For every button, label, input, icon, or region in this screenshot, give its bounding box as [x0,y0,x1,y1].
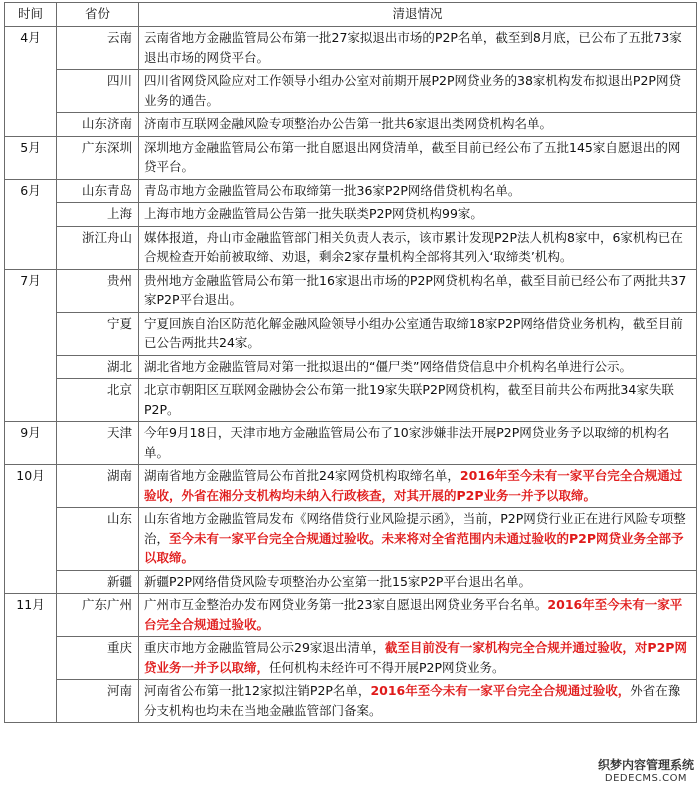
table-row [5,27,697,70]
province-cell: 上海 [57,203,139,227]
table-row [5,179,697,203]
table-row [5,203,697,227]
description-text: 媒体报道，舟山市金融监管部门相关负责人表示，该市累计发现P2P法人机构8家中，6家机构已在合规检查开始前被取缔、劝退，剩余2家存量机构全部将其列入‘取缔类’机构。 [144,229,683,264]
description-text: 任何机构未经许可不得开展P2P网贷业务。 [269,659,505,675]
province-cell: 贵州 [57,269,139,312]
watermark [596,759,696,785]
description-text: 济南市互联网金融风险专项整治办公告第一批共6家退出类网贷机构名单。 [144,116,552,131]
description-text: 河南省公布第一批12家拟注销P2P名单， [144,683,371,698]
description-cell [139,269,697,312]
highlight-text: 2016年至今未有一家平台完全合规通过验收，外省在湘分支机构均未纳入行政核查，对其开展的P2P业务一并予以取缔。 [144,468,683,503]
description-cell [139,465,697,508]
header-desc: 清退情况 [139,3,697,27]
description-cell [139,312,697,355]
month-cell: 10月 [5,465,57,594]
province-cell: 云南 [57,27,139,70]
table-row [5,312,697,355]
table-row [5,570,697,594]
description-cell [139,637,697,680]
description-cell [139,136,697,179]
table-row [5,269,697,312]
description-cell [139,355,697,379]
table-row [5,136,697,179]
description-cell [139,226,697,269]
province-cell: 宁夏 [57,312,139,355]
province-cell: 湖南 [57,465,139,508]
p2p-cleanup-table [4,2,697,723]
table-row [5,113,697,137]
description-cell [139,570,697,594]
province-cell: 天津 [57,422,139,465]
table-row [5,422,697,465]
description-cell [139,113,697,137]
province-cell: 山东 [57,508,139,571]
description-text: 北京市朝阳区互联网金融协会公布第一批19家失联P2P网贷机构，截至目前共公布两批34家失联P2P。 [144,382,674,417]
table-row [5,465,697,508]
month-cell: 6月 [5,179,57,269]
description-text: 贵州地方金融监管局公布第一批16家退出市场的P2P网贷机构名单，截至目前已经公布了两批共37家P2P平台退出。 [144,272,687,307]
description-text: 深圳地方金融监管局公布第一批自愿退出网贷清单，截至目前已经公布了五批145家自愿退出的网贷平台。 [144,139,681,174]
header-province: 省份 [57,3,139,27]
description-text: 广州市互金整治办发布网贷业务第一批23家自愿退出网贷业务平台名单。 [144,597,548,612]
province-cell: 河南 [57,680,139,723]
description-cell [139,203,697,227]
province-cell: 广东深圳 [57,136,139,179]
description-text: 重庆市地方金融监管局公示29家退出清单， [144,640,385,655]
province-cell: 四川 [57,70,139,113]
table-header-row [5,3,697,27]
province-cell: 山东青岛 [57,179,139,203]
table-row [5,379,697,422]
description-cell [139,680,697,723]
province-cell: 北京 [57,379,139,422]
watermark-line2: DEDECMS.COM [604,773,688,784]
description-text: 青岛市地方金融监管局公布取缔第一批36家P2P网络借贷机构名单。 [144,182,521,198]
table-row [5,594,697,637]
highlight-text: 2016年至今未有一家平台完全合规通过验收， [370,683,631,698]
description-cell [139,594,697,637]
table-row [5,355,697,379]
table-row [5,508,697,571]
province-cell: 山东济南 [57,113,139,137]
description-cell [139,422,697,465]
description-text: 新疆P2P网络借贷风险专项整治办公室第一批15家P2P平台退出名单。 [144,573,531,589]
description-cell [139,179,697,203]
description-text: 云南省地方金融监管局公布第一批27家拟退出市场的P2P名单，截至到8月底，已公布了五批73家退出市场的网贷平台。 [144,30,682,65]
description-text: 四川省网贷风险应对工作领导小组办公室对前期开展P2P网贷业务的38家机构发布拟退出P2P网贷业务的通告。 [144,73,681,108]
description-text: 宁夏回族自治区防范化解金融风险领导小组办公室通告取缔18家P2P网络借贷业务机构，截至目前已公告两批共24家。 [144,315,683,350]
month-cell: 5月 [5,136,57,179]
province-cell: 重庆 [57,637,139,680]
province-cell: 广东广州 [57,594,139,637]
highlight-text: 至今未有一家平台完全合规通过验收。未来将对全省范围内未通过验收的P2P网贷业务全部予以取缔。 [144,530,684,565]
month-cell: 11月 [5,594,57,723]
description-cell [139,379,697,422]
table-row [5,637,697,680]
highlight-text: 2016年至今未有一家平台完全合规通过验收。 [144,597,683,632]
month-cell: 7月 [5,269,57,422]
table-row [5,70,697,113]
description-cell [139,27,697,70]
month-cell: 9月 [5,422,57,465]
description-text: 湖北省地方金融监管局对第一批拟退出的“僵尸类”网络借贷信息中介机构名单进行公示。 [144,358,632,374]
description-text: 湖南省地方金融监管局公布首批24家网贷机构取缔名单， [144,468,460,483]
table-row [5,226,697,269]
description-cell [139,508,697,571]
watermark-line1: 织梦内容管理系统 [597,758,694,772]
month-cell: 4月 [5,27,57,137]
description-text: 外省在豫分支机构也均未在当地金融监管部门备案。 [144,683,681,718]
table-row [5,680,697,723]
province-cell: 新疆 [57,570,139,594]
header-month: 时间 [5,3,57,27]
description-text: 山东省地方金融监管局发布《网络借贷行业风险提示函》，当前，P2P网贷行业正在进行风险专项整治， [144,511,686,546]
description-text: 上海市地方金融监管局公告第一批失联类P2P网贷机构99家。 [144,206,483,221]
province-cell: 浙江舟山 [57,226,139,269]
province-cell: 湖北 [57,355,139,379]
highlight-text: 截至目前没有一家机构完全合规并通过验收，对P2P网贷业务一并予以取缔， [144,640,687,675]
description-cell [139,70,697,113]
description-text: 今年9月18日，天津市地方金融监管局公布了10家涉嫌非法开展P2P网贷业务予以取缔的机构名单。 [144,425,670,460]
